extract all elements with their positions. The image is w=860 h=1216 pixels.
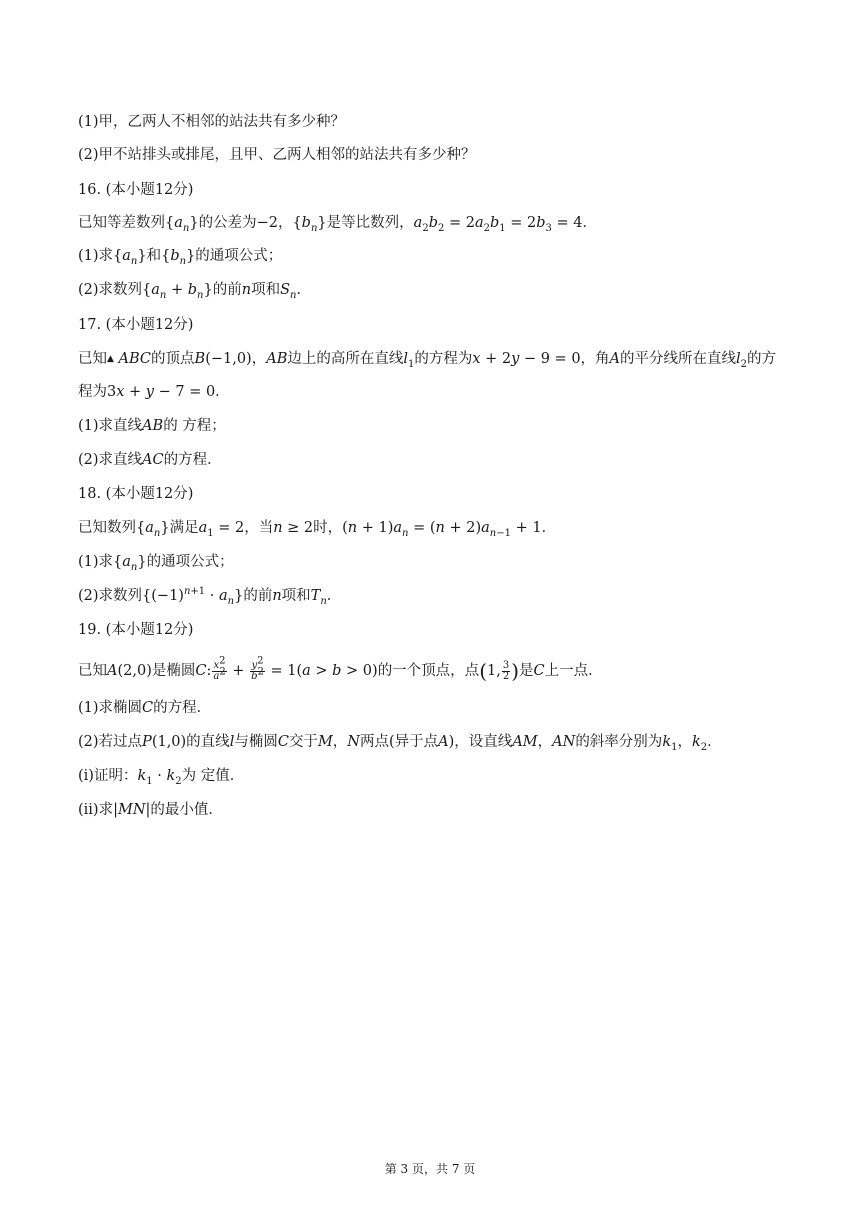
q19-part2-i: (i)证明：$k_1 \cdot k_2$为 定值． (78, 768, 245, 787)
q17-heading: 17. (本小题12分) (78, 317, 194, 333)
q16-statement: 已知等差数列$\{a_n\}$的公差为−2，$\{b_n\}$是等比数列，$a_2b_2 = 2a_2b_1 = 2b_3 = 4$． (78, 215, 598, 234)
q19-statement: 已知A(2,0)是椭圆C: $\frac{x^2}{a^2}$ + $\frac{y^2}{b^2}$ = 1(a > b > 0)的一个顶点，点(1, $\frac{3}{2}$ )是C上一点． (78, 655, 603, 683)
q17-part2: (2)求直线AC的方程． (78, 452, 222, 468)
q16-heading: 16. (本小题12分) (78, 182, 194, 198)
q18-part1: (1)求$\{a_n\}$的通项公式； (78, 554, 234, 573)
q15-part1: (1)甲，乙两人不相邻的站法共有多少种？ (78, 114, 346, 130)
q19-part1: (1)求椭圆C的方程． (78, 700, 212, 716)
q17-statement-1: 已知▲ ABC的顶点B(−1,0)，AB边上的高所在直线$l_1$的方程为x + 2y − 9 = 0，角A的平分线所在直线$l_2$的方 (78, 351, 777, 370)
q18-heading: 18. (本小题12分) (78, 486, 194, 502)
q19-part2-ii: (ii)求|MN|的最小值． (78, 802, 223, 818)
q15-part2: (2)甲不站排头或排尾，且甲、乙两人相邻的站法共有多少种？ (78, 147, 476, 163)
q19-part2: (2)若过点P(1,0)的直线l与椭圆C交于M，N两点(异于点A)，设直线AM，AN的斜率分别为$k_1$，$k_2$． (78, 734, 722, 753)
q17-statement-2: 程为3x + y − 7 = 0． (78, 384, 230, 400)
q16-part2: (2)求数列$\{a_n + b_n\}$的前n项和$S_n$． (78, 282, 311, 301)
q19-heading: 19. (本小题12分) (78, 622, 194, 638)
q18-part2: (2)求数列$\{(-1)^{n+1} \cdot a_n\}$的前n项和$T_n$． (78, 586, 342, 607)
q17-part1: (1)求直线AB的 方程； (78, 418, 226, 434)
page-footer: 第 3 页，共 7 页 (384, 1162, 476, 1176)
q18-statement: 已知数列$\{a_n\}$满足$a_1 = 2$，当n ≥ 2时，$(n + 1)a_n = (n + 2)a_{n-1} + 1$． (78, 520, 557, 539)
q16-part1: (1)求$\{a_n\}$和$\{b_n\}$的通项公式； (78, 248, 283, 267)
